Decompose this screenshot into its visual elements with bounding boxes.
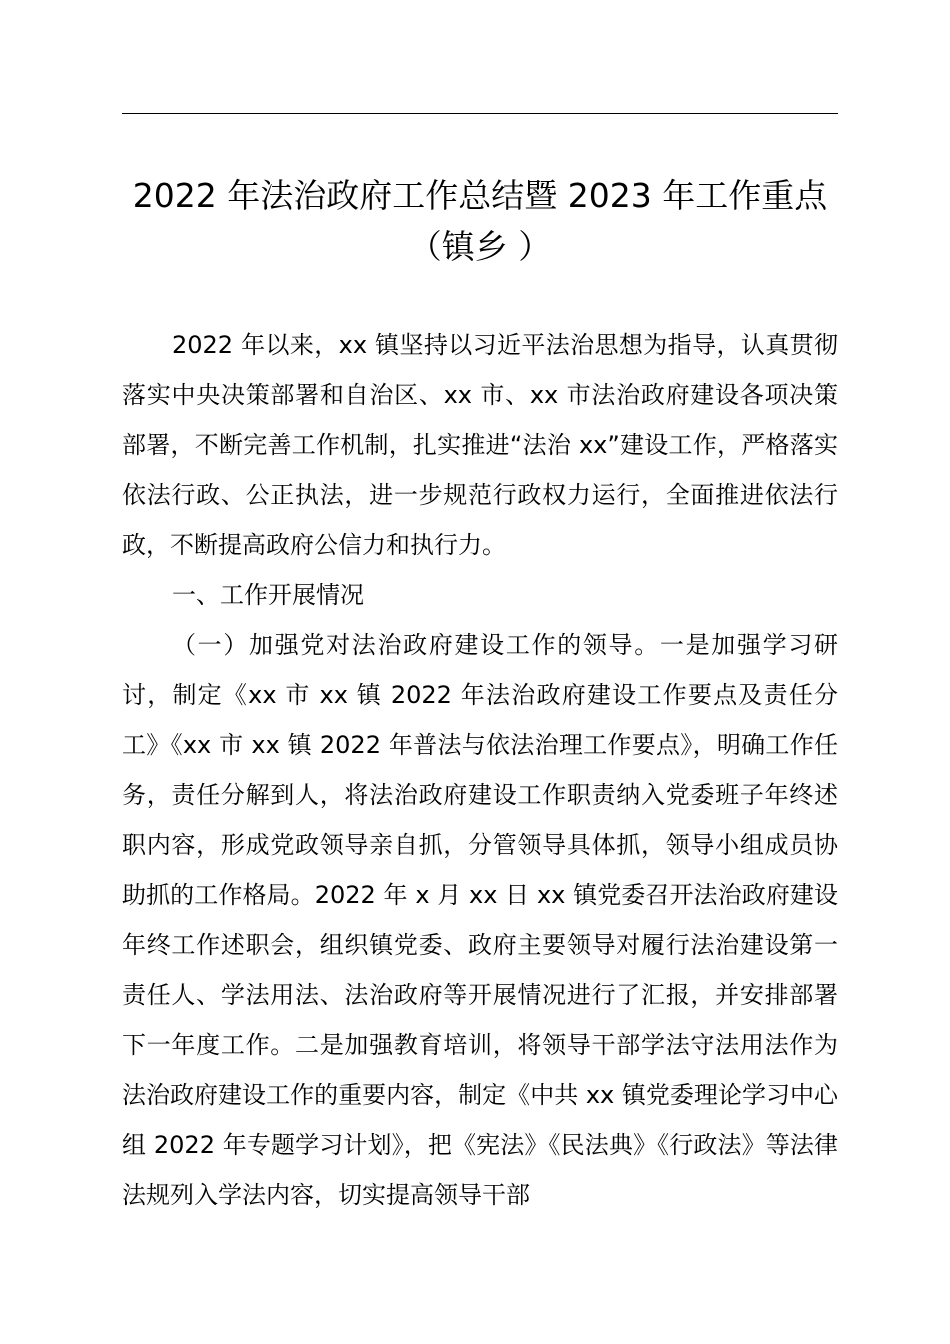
section-heading: 一、工作开展情况 [172, 581, 364, 609]
header-rule [122, 113, 838, 114]
paragraph-section-1: （一）加强党对法治政府建设工作的领导。一是加强学习研讨，制定《xx 市 xx 镇 2022 年法治政府建设工作要点及责任分工》《xx 市 xx 镇 2022 年普法与依法治理工作要点》，明确工作任务，责任分解到人，将法治政府建设工作职责纳入党委班子年终述职内容，形成党政领导亲自抓，分管领导具体抓，领导小组成员协助抓的工作格局。2022 年 x 月 xx 日 xx 镇党委召开法治政府建设年终工作述职会，组织镇党委、政府主要领导对履行法治建设第一责任人、学法用法、法治政府等开展情况进行了汇报，并安排部署下一年度工作。二是加强教育培训，将领导干部学法守法用法作为法治政府建设工作的重要内容，制定《中共 xx 镇党委理论学习中心组 2022 年专题学习计划》，把《宪法》《民法典》《行政法》等法律法规列入学法内容，切实提高领导干部 [122, 631, 838, 1209]
paragraph-intro: 2022 年以来，xx 镇坚持以习近平法治思想为指导，认真贯彻落实中央决策部署和自治区、xx 市、xx 市法治政府建设各项决策部署，不断完善工作机制，扎实推进“法治 xx”建设工作，严格落实依法行政、公正执法，进一步规范行政权力运行，全面推进依法行政，不断提高政府公信力和执行力。 [122, 331, 838, 559]
title-line-2: （镇乡 ） [408, 227, 552, 266]
title-line-1: 2022 年法治政府工作总结暨 2023 年工作重点 [132, 176, 828, 215]
document-title [100, 170, 860, 272]
document-body [122, 320, 838, 1220]
